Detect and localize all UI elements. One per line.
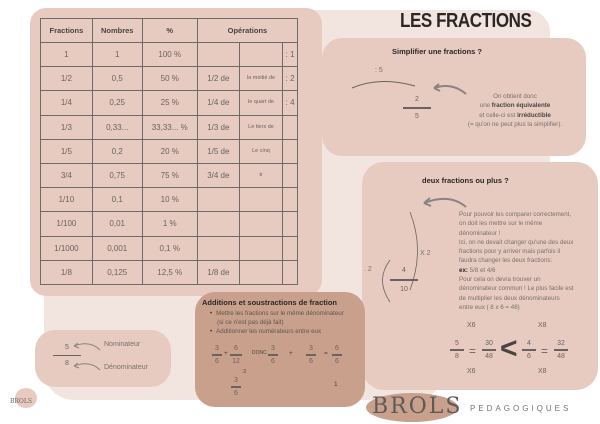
table-cell: 1 bbox=[41, 43, 93, 67]
table-cell bbox=[197, 43, 239, 67]
text-line: Pour cela on devra trouver un bbox=[459, 276, 541, 284]
numerator: 3 bbox=[215, 345, 219, 352]
text-line: entre eux ( 8 x 6 = 48) bbox=[459, 303, 520, 311]
divide-note: :2 bbox=[242, 369, 247, 375]
table-row bbox=[41, 91, 298, 115]
table-row bbox=[41, 212, 298, 236]
multiplier-top: X8 bbox=[538, 322, 547, 329]
text-line: dénominateur commun ! Le plus facile est bbox=[459, 285, 574, 293]
list-item: • Mettre les fractions sur le même dénominateur bbox=[210, 309, 344, 318]
arrow-left-icon bbox=[72, 340, 102, 386]
text-line bbox=[455, 101, 575, 110]
small-logo-text: BROLS bbox=[10, 398, 32, 405]
list-item: (si ce n'est pas déjà fait) bbox=[217, 319, 284, 326]
table-cell: 0,001 bbox=[92, 236, 142, 260]
text-line: on doit les mettre sur le même bbox=[459, 220, 543, 228]
fraction-bar bbox=[231, 386, 241, 388]
table-cell: 1/4 de bbox=[197, 91, 239, 115]
numerator: 6 bbox=[234, 345, 238, 352]
text-bold: fraction équivalente bbox=[491, 102, 551, 110]
fraction bbox=[522, 340, 536, 360]
denominator: 8 bbox=[65, 360, 69, 367]
equals: = bbox=[469, 344, 477, 358]
fraction-bar bbox=[212, 354, 222, 356]
table-cell: 1/8 bbox=[41, 260, 93, 284]
numerator: 3 bbox=[271, 345, 275, 352]
denominator: 10 bbox=[400, 285, 408, 293]
denominator: 6 bbox=[215, 357, 219, 365]
denominator: 6 bbox=[309, 357, 313, 365]
table-cell: 1/2 bbox=[41, 67, 93, 91]
text-line: On obtient donc bbox=[493, 93, 537, 100]
numerator: 4 bbox=[527, 340, 531, 347]
denominator: 8 bbox=[455, 352, 459, 360]
text-line bbox=[455, 111, 575, 120]
numerator: 30 bbox=[485, 340, 493, 347]
table-cell: 50 % bbox=[142, 67, 197, 91]
page-title: LES FRACTIONS bbox=[400, 10, 532, 32]
text-bold: irréductible bbox=[517, 111, 551, 119]
list-item: • Additionner les numérateurs entre eux bbox=[210, 327, 344, 336]
multiplier-bottom: X8 bbox=[538, 368, 547, 375]
table-cell: 1/3 bbox=[41, 115, 93, 139]
simplify-heading: Simplifier une fractions ? bbox=[392, 47, 483, 56]
numerator: 4 bbox=[402, 267, 406, 274]
fraction bbox=[231, 377, 241, 397]
table-cell: : 1 bbox=[283, 43, 298, 67]
fraction-bar bbox=[450, 349, 464, 351]
table-cell: 1/10 bbox=[41, 188, 93, 212]
text-line: faudra changer les deux fractions: bbox=[459, 257, 553, 265]
table-cell: 3/4 de bbox=[197, 163, 239, 187]
fraction-bar bbox=[482, 349, 496, 351]
fraction bbox=[306, 345, 316, 365]
simplify-text bbox=[455, 92, 575, 129]
table-cell: Le tiers de bbox=[239, 115, 282, 139]
table-cell bbox=[283, 139, 298, 163]
table-cell: 1/100 bbox=[41, 212, 93, 236]
table-cell: 1/2 de bbox=[197, 67, 239, 91]
table-row bbox=[41, 43, 298, 67]
table-cell bbox=[283, 260, 298, 284]
table-cell: 75 % bbox=[142, 163, 197, 187]
table-cell: tr bbox=[239, 163, 282, 187]
fraction bbox=[554, 340, 568, 360]
text-line bbox=[459, 266, 599, 275]
addition-steps bbox=[210, 309, 344, 336]
fraction-bar bbox=[522, 349, 536, 351]
logo-text: BROLS bbox=[372, 394, 463, 419]
table-cell: 0,1 % bbox=[142, 236, 197, 260]
simplify-op: : 5 bbox=[375, 67, 383, 74]
numerator: 5 bbox=[65, 344, 69, 351]
fraction bbox=[450, 340, 464, 360]
table-cell: 1/5 de bbox=[197, 139, 239, 163]
text-line: (= qu'on ne peut plus la simplifier). bbox=[467, 120, 563, 128]
text-bold: ex: bbox=[459, 266, 468, 274]
fraction-bar bbox=[332, 354, 342, 356]
numerator: 6 bbox=[335, 345, 339, 352]
table-cell: 0,25 bbox=[92, 91, 142, 115]
denominator: 48 bbox=[485, 352, 493, 360]
fractions-table bbox=[40, 18, 298, 285]
denominator: 6 bbox=[234, 389, 238, 397]
addition-example bbox=[212, 345, 362, 405]
table-row bbox=[41, 260, 298, 284]
table-cell bbox=[197, 236, 239, 260]
table-cell: 1/8 de bbox=[197, 260, 239, 284]
table-cell: 0,33... bbox=[92, 115, 142, 139]
fraction bbox=[482, 340, 496, 360]
table-row bbox=[41, 236, 298, 260]
table-cell: : 4 bbox=[283, 91, 298, 115]
table-cell: 0,125 bbox=[92, 260, 142, 284]
table-cell bbox=[283, 236, 298, 260]
table-cell: 0,1 bbox=[92, 188, 142, 212]
example-fraction bbox=[390, 267, 418, 293]
col-header: Nombres bbox=[92, 19, 142, 43]
table-row bbox=[41, 139, 298, 163]
fraction bbox=[332, 345, 342, 365]
op-right: X 2 bbox=[420, 250, 431, 257]
table-cell: 1 % bbox=[142, 212, 197, 236]
table-cell bbox=[283, 188, 298, 212]
plus: + bbox=[289, 350, 293, 357]
fraction-bar bbox=[306, 354, 316, 356]
table-cell bbox=[239, 188, 282, 212]
multiplier-bottom: X6 bbox=[467, 368, 476, 375]
fraction bbox=[212, 345, 222, 365]
plus: + bbox=[224, 350, 228, 357]
fraction-bar bbox=[230, 354, 242, 356]
simplified-fraction bbox=[403, 96, 431, 120]
table-cell: 12,5 % bbox=[142, 260, 197, 284]
table-cell: 10 % bbox=[142, 188, 197, 212]
text-line: Ici, on ne devait changer qu'une des deux bbox=[459, 238, 574, 246]
text-line: fractions pour y arriver mais parfois il bbox=[459, 248, 561, 256]
numerator: 5 bbox=[455, 340, 459, 347]
table-cell bbox=[239, 212, 282, 236]
table-cell: 0,75 bbox=[92, 163, 142, 187]
table-cell bbox=[283, 163, 298, 187]
numerator-label: Nominateur bbox=[104, 341, 141, 348]
addition-heading: Additions et soustractions de fraction bbox=[202, 298, 338, 307]
numerator: 3 bbox=[234, 377, 238, 384]
table-cell: 25 % bbox=[142, 91, 197, 115]
equals: = bbox=[541, 344, 549, 358]
table-cell: 1/5 bbox=[41, 139, 93, 163]
table-cell: 33,33... % bbox=[142, 115, 197, 139]
table-cell bbox=[283, 212, 298, 236]
table-cell: : 2 bbox=[283, 67, 298, 91]
table-cell bbox=[197, 188, 239, 212]
table-cell bbox=[239, 236, 282, 260]
table-cell: le quart de bbox=[239, 91, 282, 115]
fraction-bar bbox=[268, 354, 278, 356]
table-cell: 1/4 bbox=[41, 91, 93, 115]
table-cell: 20 % bbox=[142, 139, 197, 163]
table-cell: 1/3 de bbox=[197, 115, 239, 139]
result: 1 bbox=[334, 381, 338, 388]
donc-label: DONC bbox=[252, 350, 267, 356]
less-than: < bbox=[500, 332, 518, 365]
text-line: de multiplier les deux dénominateurs bbox=[459, 294, 560, 302]
comparison-equation bbox=[450, 322, 590, 382]
col-header: Opérations bbox=[197, 19, 297, 43]
logo-subtitle: PEDAGOGIQUES bbox=[470, 404, 572, 413]
fraction bbox=[268, 345, 278, 365]
table-cell bbox=[239, 43, 282, 67]
table-row bbox=[41, 163, 298, 187]
arc-arrow-icon bbox=[350, 76, 420, 90]
table-cell: Le cinq bbox=[239, 139, 282, 163]
fraction bbox=[230, 345, 242, 365]
table-cell: la moitié de bbox=[239, 67, 282, 91]
fraction-bar bbox=[554, 349, 568, 351]
table-cell: 0,5 bbox=[92, 67, 142, 91]
arrow-left-icon bbox=[420, 193, 470, 211]
table-cell: 1/1000 bbox=[41, 236, 93, 260]
text-line: Pour pouvoir les comparer correctement, bbox=[459, 211, 572, 218]
table-cell: 100 % bbox=[142, 43, 197, 67]
col-header: Fractions bbox=[41, 19, 93, 43]
numerator: 3 bbox=[309, 345, 313, 352]
equals: = bbox=[324, 350, 328, 357]
table-row bbox=[41, 188, 298, 212]
denominator: 5 bbox=[415, 112, 419, 120]
table-row bbox=[41, 67, 298, 91]
multiplier-top: X6 bbox=[467, 322, 476, 329]
table-cell: 0,01 bbox=[92, 212, 142, 236]
col-header: % bbox=[142, 19, 197, 43]
fraction-bar bbox=[390, 279, 418, 281]
numerator: 32 bbox=[557, 340, 565, 347]
table-cell bbox=[283, 115, 298, 139]
table-row bbox=[41, 115, 298, 139]
op-left: . 2 bbox=[364, 266, 372, 273]
text: une bbox=[479, 102, 492, 110]
table-cell bbox=[239, 260, 282, 284]
denominator: 6 bbox=[527, 352, 531, 360]
text: 5/8 et 4/6 bbox=[467, 266, 496, 274]
table-cell: 3/4 bbox=[41, 163, 93, 187]
table-cell bbox=[197, 212, 239, 236]
denominator: 48 bbox=[557, 352, 565, 360]
compare-heading: deux fractions ou plus ? bbox=[422, 176, 509, 185]
text: et celle-ci est bbox=[479, 111, 518, 119]
denominator-label: Dénominateur bbox=[104, 364, 148, 371]
table-cell: 0,2 bbox=[92, 139, 142, 163]
numerator: 2 bbox=[415, 96, 419, 103]
text-line: dénominateur ! bbox=[459, 229, 501, 237]
denominator: 12 bbox=[232, 357, 240, 365]
table-cell: 1 bbox=[92, 43, 142, 67]
denominator: 6 bbox=[335, 357, 339, 365]
fraction-bar bbox=[403, 107, 431, 109]
compare-text bbox=[459, 210, 599, 312]
denominator: 6 bbox=[271, 357, 275, 365]
